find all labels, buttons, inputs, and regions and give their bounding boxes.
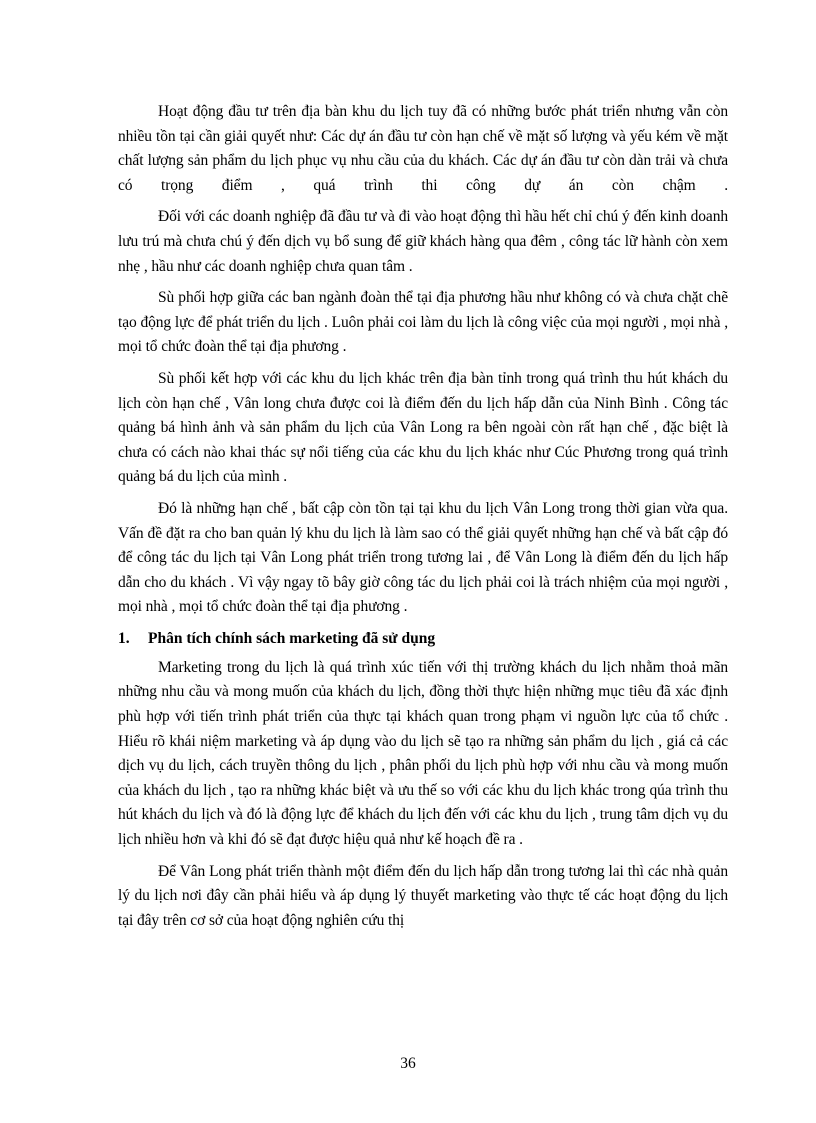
paragraph-coordination-local: Sù phối hợp giữa các ban ngành đoàn thể tại địa phương hầu như không có và chưa chặt chẽ tạo động lực để phát triển du lịch . Luôn phải coi làm du lịch là công việc của mọi người , mọi nhà , mọi tổ chức đoàn thể tại địa phương . bbox=[118, 289, 728, 356]
page-number: 36 bbox=[400, 1055, 416, 1072]
paragraph-conclusion: Đó là những hạn chế , bất cập còn tồn tại tại khu du lịch Vân Long trong thời gian vừa qua. Vấn đề đặt ra cho ban quản lý khu du lịch là làm sao có thể giải quyết những hạn chế và bất cập đó để công tác du lịch tại Vân Long phát triển trong tương lai , để Vân Long là điểm đến du lịch hấp dẫn cho du khách . Vì vậy ngay tõ bây giờ công tác du lịch phải coi là trách nhiệm của mọi người , mọi nhà , mọi tổ chức đoàn thể tại địa phương . bbox=[118, 499, 728, 616]
paragraph-marketing-definition: Marketing trong du lịch là quá trình xúc tiến với thị trường khách du lịch nhằm thoả mãn những nhu cầu và mong muốn của khách du lịch, đồng thời thực hiện những mục tiêu đã xác định phù hợp với tiến trình phát triển của thực tại khách quan trong phạm vi nguồn lực của tổ chức . Hiểu rõ khái niệm marketing và áp dụng vào du lịch sẽ tạo ra những sản phẩm du lịch , giá cả các dịch vụ du lịch, cách truyền thông du lịch , phân phối du lịch phù hợp với nhu cầu và mong muốn của khách du lịch , tạo ra những khác biệt và ưu thế so với các khu du lịch khác trong qúa trình thu hút khách du lịch và đó là động lực để khách du lịch đến với các khu du lịch , trung tâm dịch vụ du lịch nhiều hơn và khi đó sẽ đạt được hiệu quả như kế hoạch đề ra . bbox=[118, 658, 728, 849]
section-number: 1. bbox=[118, 629, 130, 647]
paragraph-marketing-application: Để Vân Long phát triển thành một điểm đến du lịch hấp dẫn trong tương lai thì các nhà quản lý du lịch nơi đây cần phải hiểu và áp dụng lý thuyết marketing vào thực tế các hoạt động du lịch tại đây trên cơ sở của hoạt động nghiên cứu thị bbox=[118, 862, 728, 929]
section-heading bbox=[118, 627, 728, 651]
paragraph-investment-issues: Hoạt động đầu tư trên địa bàn khu du lịch tuy đã có những bước phát triển nhưng vẫn còn nhiều tồn tại cần giải quyết như: Các dự án đầu tư còn hạn chế về mặt số lượng và yếu kém về mặt chất lượng sản phẩm du lịch phục vụ nhu cầu của du khách. Các dự án đầu tư còn dàn trải và chưa có trọng điểm , quá trình thi công dự án còn chậm . bbox=[118, 103, 728, 194]
section-title: Phân tích chính sách marketing đã sử dụng bbox=[148, 629, 436, 647]
paragraph-coordination-regional: Sù phối kết hợp với các khu du lịch khác trên địa bàn tỉnh trong quá trình thu hút khách du lịch còn hạn chế , Vân long chưa được coi là điểm đến du lịch hấp dẫn của Ninh Bình . Công tác quảng bá hình ảnh và sản phẩm du lịch của Vân Long ra bên ngoài còn rất hạn chế , đặc biệt là chưa có cách nào khai thác sự nổi tiếng của các khu du lịch khác như Cúc Phương trong quá trình quảng bá du lịch của mình . bbox=[118, 369, 728, 486]
paragraph-enterprises: Đối với các doanh nghiệp đã đầu tư và đi vào hoạt động thì hầu hết chỉ chú ý đến kinh doanh lưu trú mà chưa chú ý đến dịch vụ bổ sung để giữ khách hàng qua đêm , công tác lữ hành còn xem nhẹ , hầu như các doanh nghiệp chưa quan tâm . bbox=[118, 208, 728, 275]
page-body bbox=[118, 100, 728, 940]
